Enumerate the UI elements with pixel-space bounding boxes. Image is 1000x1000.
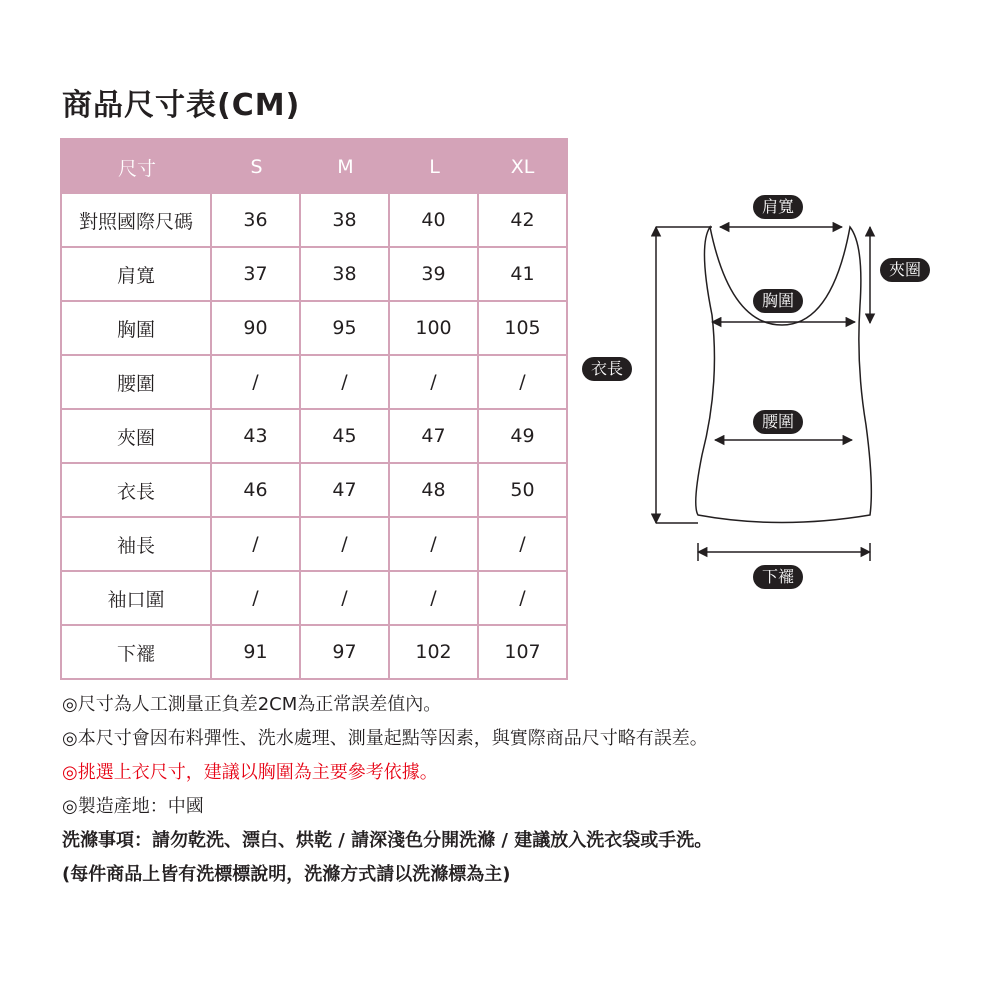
table-cell: /: [479, 356, 566, 410]
table-cell: 49: [479, 410, 566, 464]
table-cell: 41: [479, 248, 566, 302]
column-header: L: [390, 140, 479, 194]
note-origin: ◎製造產地：中國: [62, 796, 204, 817]
table-cell: 38: [301, 248, 390, 302]
table-row: [62, 194, 566, 248]
table-cell: 42: [479, 194, 566, 248]
table-cell: /: [390, 356, 479, 410]
garment-outline: [696, 227, 872, 523]
table-cell: 37: [212, 248, 301, 302]
waist-label: 腰圍: [753, 410, 803, 434]
size-table: [60, 138, 568, 680]
column-header: XL: [479, 140, 566, 194]
table-row: [62, 518, 566, 572]
care-instructions: 洗滌事項：請勿乾洗、漂白、烘乾 / 請深淺色分開洗滌 / 建議放入洗衣袋或手洗。: [62, 830, 713, 851]
table-header-row: [62, 140, 566, 194]
table-row: [62, 464, 566, 518]
table-row: [62, 356, 566, 410]
table-cell: 105: [479, 302, 566, 356]
table-row: [62, 626, 566, 678]
shoulder-label: 肩寬: [753, 195, 803, 219]
row-label: 胸圍: [62, 302, 212, 356]
table-cell: 50: [479, 464, 566, 518]
table-cell: 97: [301, 626, 390, 678]
table-cell: 43: [212, 410, 301, 464]
table-row: [62, 302, 566, 356]
table-cell: 107: [479, 626, 566, 678]
table-cell: 47: [390, 410, 479, 464]
row-label: 肩寬: [62, 248, 212, 302]
page-title: 商品尺寸表(CM): [62, 88, 301, 123]
table-cell: /: [212, 518, 301, 572]
table-cell: 90: [212, 302, 301, 356]
armhole-label: 夾圈: [880, 258, 930, 282]
table-cell: 45: [301, 410, 390, 464]
length-label: 衣長: [582, 357, 632, 381]
note-variance: ◎本尺寸會因布料彈性、洗水處理、測量起點等因素，與實際商品尺寸略有誤差。: [62, 728, 708, 749]
row-label: 對照國際尺碼: [62, 194, 212, 248]
table-cell: 39: [390, 248, 479, 302]
table-cell: 102: [390, 626, 479, 678]
row-label: 袖長: [62, 518, 212, 572]
column-header: 尺寸: [62, 140, 212, 194]
table-cell: /: [390, 518, 479, 572]
table-cell: 36: [212, 194, 301, 248]
row-label: 下襬: [62, 626, 212, 678]
table-row: [62, 248, 566, 302]
row-label: 夾圈: [62, 410, 212, 464]
table-cell: /: [212, 572, 301, 626]
table-cell: 38: [301, 194, 390, 248]
row-label: 腰圍: [62, 356, 212, 410]
note-size-advice: ◎挑選上衣尺寸，建議以胸圍為主要參考依據。: [62, 762, 438, 783]
row-label: 袖口圍: [62, 572, 212, 626]
table-cell: /: [301, 572, 390, 626]
note-tolerance: ◎尺寸為人工測量正負差2CM為正常誤差值內。: [62, 694, 442, 715]
column-header: M: [301, 140, 390, 194]
table-cell: /: [479, 518, 566, 572]
row-label: 衣長: [62, 464, 212, 518]
care-label-note: (每件商品上皆有洗標標說明，洗滌方式請以洗滌標為主): [62, 864, 511, 885]
table-row: [62, 410, 566, 464]
table-cell: /: [301, 356, 390, 410]
table-cell: 46: [212, 464, 301, 518]
tank-top-illustration: [570, 185, 970, 605]
table-cell: 95: [301, 302, 390, 356]
hem-label: 下襬: [753, 565, 803, 589]
table-cell: 91: [212, 626, 301, 678]
column-header: S: [212, 140, 301, 194]
tank-top-diagram: [570, 185, 970, 605]
table-cell: /: [479, 572, 566, 626]
table-cell: 48: [390, 464, 479, 518]
table-cell: /: [301, 518, 390, 572]
table-cell: /: [212, 356, 301, 410]
table-cell: 40: [390, 194, 479, 248]
notes-section: [62, 688, 942, 892]
table-row: [62, 572, 566, 626]
table-cell: 47: [301, 464, 390, 518]
chest-label: 胸圍: [753, 289, 803, 313]
table-cell: /: [390, 572, 479, 626]
table-cell: 100: [390, 302, 479, 356]
